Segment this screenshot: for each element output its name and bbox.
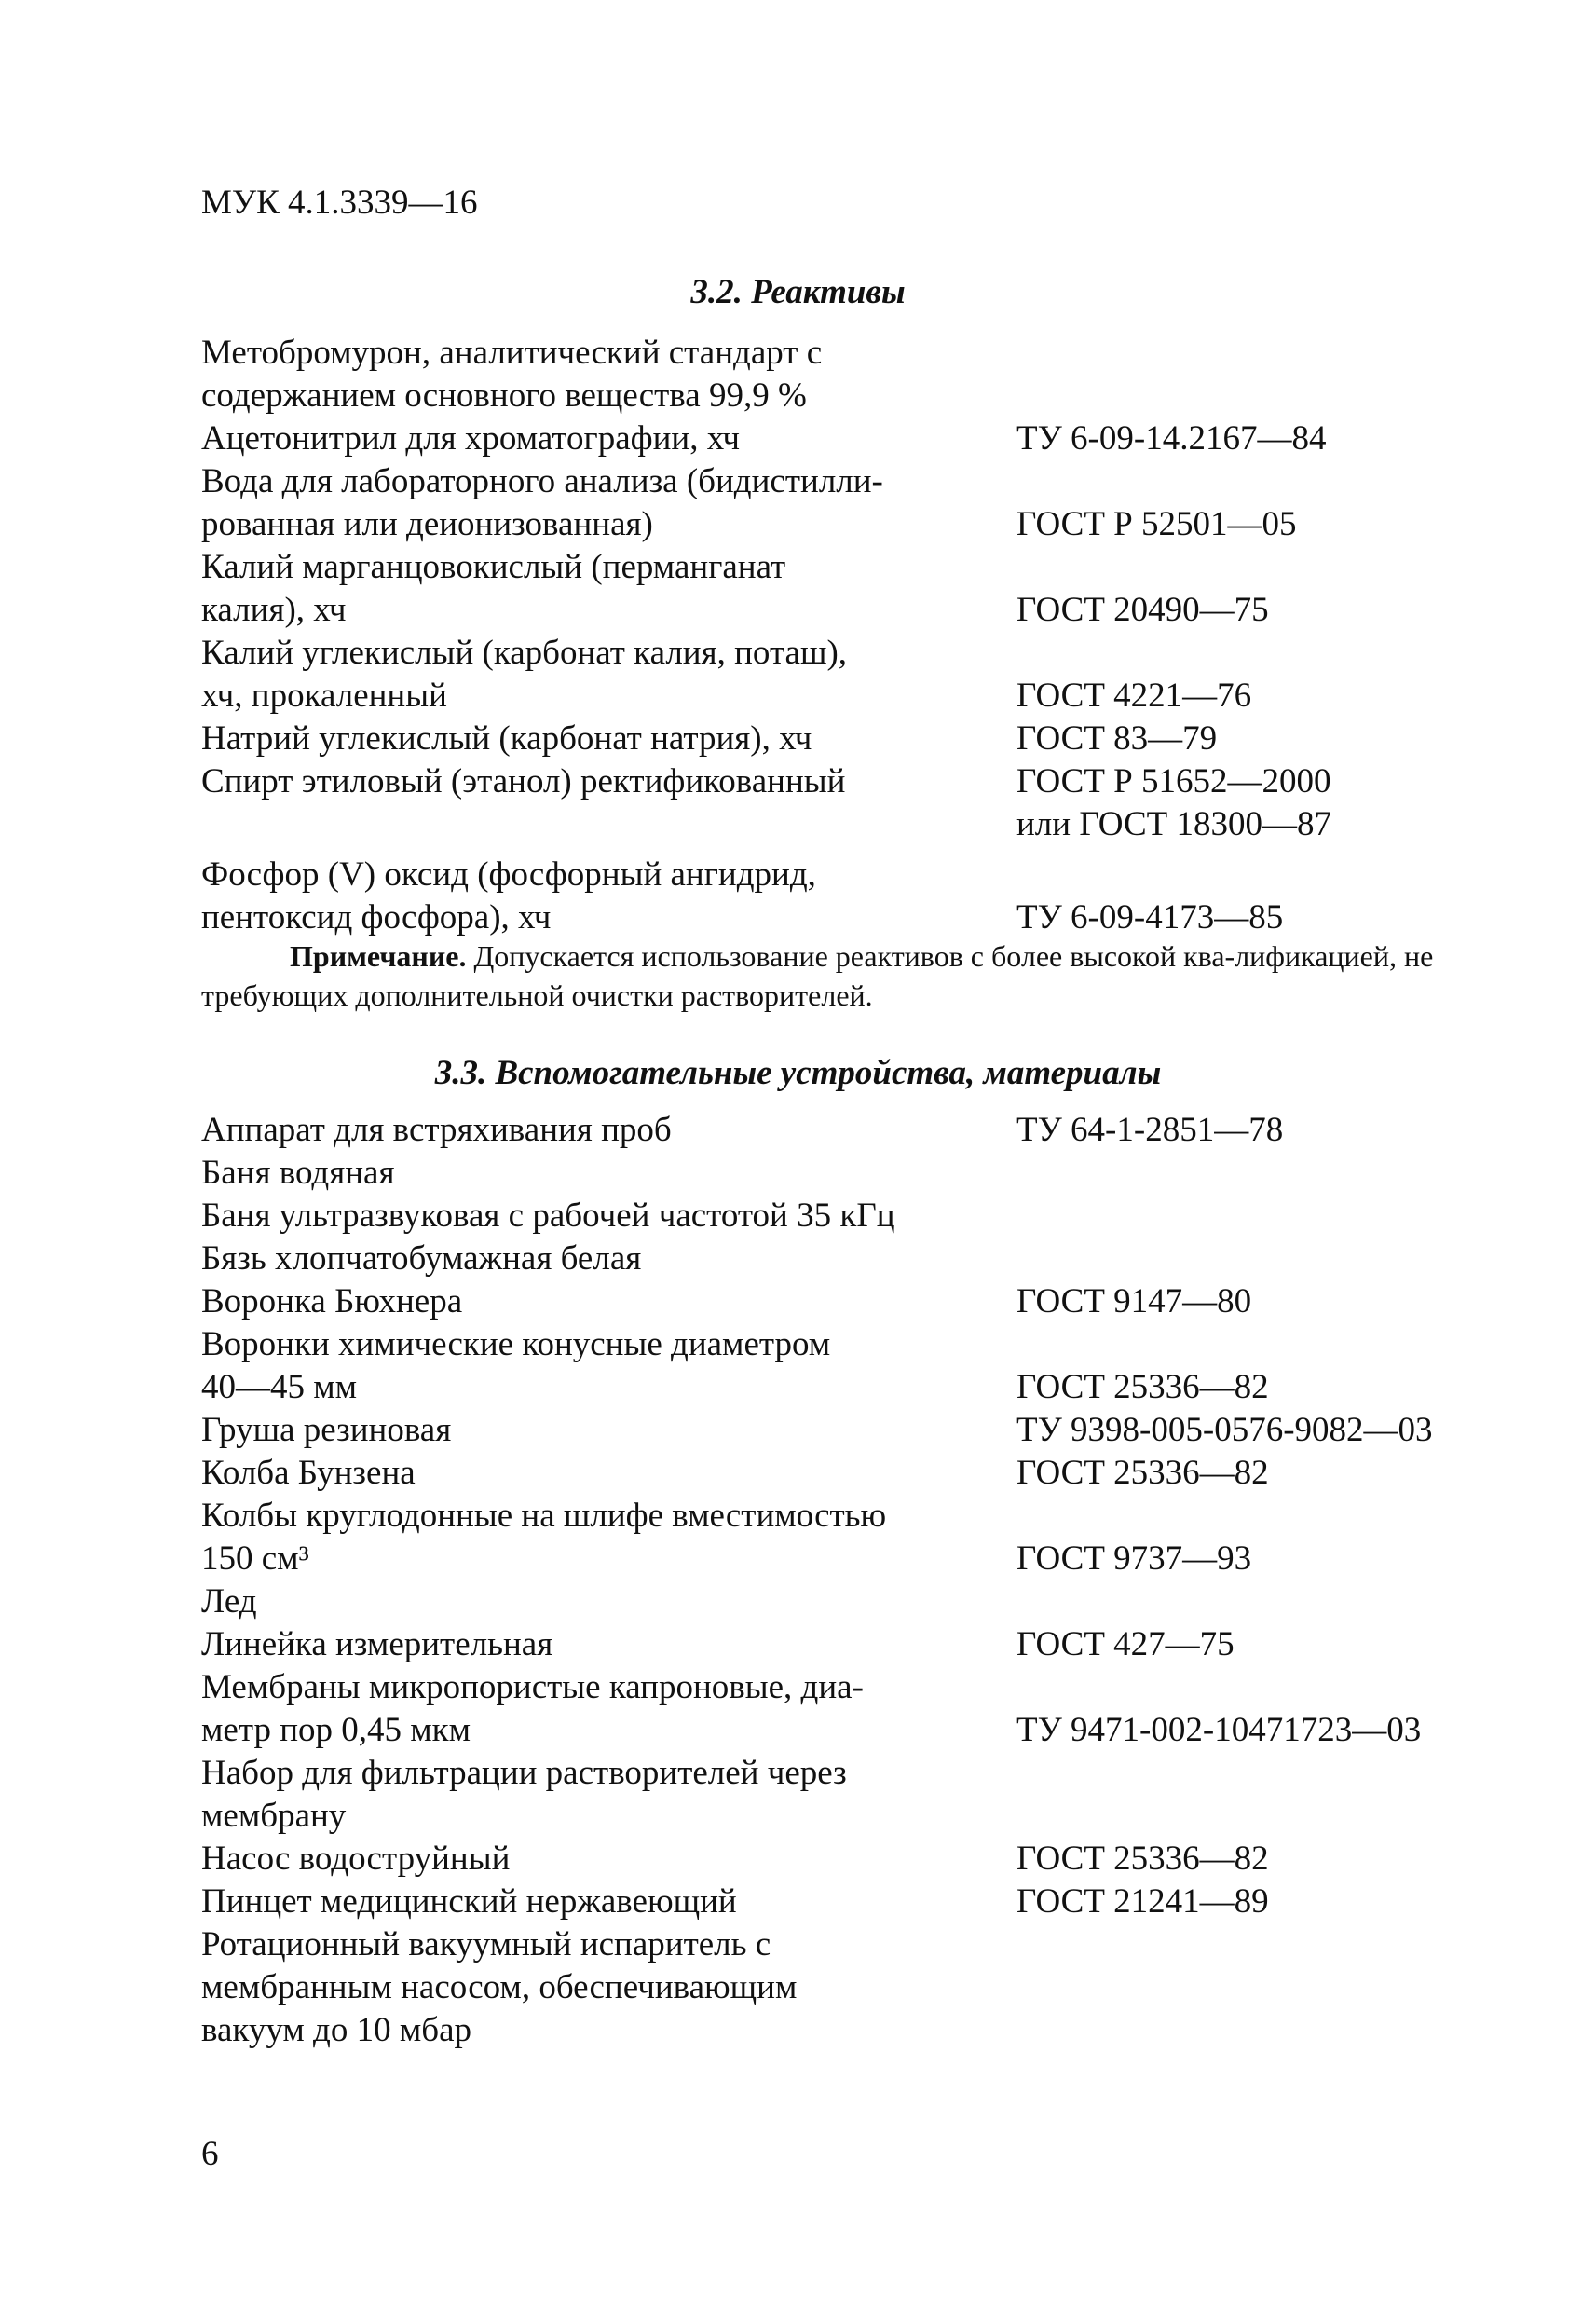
equipment-name: Воронка Бюхнера	[201, 1282, 463, 1320]
equipment-standard: ГОСТ 25336—82	[1016, 1454, 1269, 1492]
reagent-standard: ГОСТ Р 51652—2000 или ГОСТ 18300—87	[1016, 762, 1331, 843]
reagent-name: Натрий углекислый (карбонат натрия), хч	[201, 719, 812, 758]
equipment-name: Пинцет медицинский нержавеющий	[201, 1882, 737, 1921]
running-head: МУК 4.1.3339—16	[201, 184, 478, 222]
equipment-standard: ГОСТ 427—75	[1016, 1625, 1235, 1663]
equipment-standard: ТУ 9471-002-10471723—03	[1016, 1711, 1422, 1749]
equipment-name: Линейка измерительная	[201, 1625, 553, 1663]
equipment-name: Баня ультразвуковая с рабочей частотой 35 кГц	[201, 1197, 895, 1235]
equipment-name: Мембраны микропористые капроновые, диа- метр пор 0,45 мкм	[201, 1668, 864, 1749]
equipment-standard: ГОСТ 9147—80	[1016, 1282, 1252, 1320]
equipment-standard: ГОСТ 25336—82	[1016, 1368, 1269, 1406]
section-title-equipment: 3.3. Вспомогательные устройства, материалы	[434, 1054, 1162, 1092]
note	[201, 937, 1440, 1015]
reagent-standard: ТУ 6-09-14.2167—84	[1016, 419, 1327, 458]
reagent-name: Калий марганцовокислый (перманганат калия), хч	[201, 548, 786, 629]
reagent-name: Калий углекислый (карбонат калия, поташ), хч, прокаленный	[201, 634, 848, 715]
reagent-standard: ТУ 6-09-4173—85	[1016, 898, 1284, 937]
equipment-name: Баня водяная	[201, 1154, 395, 1192]
equipment-name: Аппарат для встряхивания проб	[201, 1111, 672, 1149]
reagent-name: Фосфор (V) оксид (фосфорный ангидрид, пентоксид фосфора), хч	[201, 855, 816, 937]
reagent-standard: ГОСТ 4221—76	[1016, 677, 1252, 715]
reagent-standard: ГОСТ Р 52501—05	[1016, 505, 1297, 543]
reagent-name: Метобромурон, аналитический стандарт с содержанием основного вещества 99,9 %	[201, 334, 823, 415]
section-title-reagents: 3.2. Реактивы	[690, 273, 906, 311]
reagent-name: Ацетонитрил для хроматографии, хч	[201, 419, 740, 458]
equipment-name: Воронки химические конусные диаметром 40—45 мм	[201, 1325, 831, 1406]
equipment-standard: ГОСТ 25336—82	[1016, 1840, 1269, 1878]
equipment-name: Лед	[201, 1582, 257, 1621]
equipment-name: Бязь хлопчатобумажная белая	[201, 1239, 642, 1278]
note-label: Примечание.	[290, 939, 467, 973]
equipment-name: Груша резиновая	[201, 1411, 452, 1449]
equipment-name: Набор для фильтрации растворителей через мембрану	[201, 1754, 847, 1835]
equipment-name: Колбы круглодонные на шлифе вместимостью 150 см³	[201, 1497, 887, 1578]
reagent-standard: ГОСТ 83—79	[1016, 719, 1218, 758]
reagent-name: Вода для лабораторного анализа (бидистилли- рованная или деионизованная)	[201, 462, 883, 543]
equipment-name: Колба Бунзена	[201, 1454, 416, 1492]
equipment-name: Ротационный вакуумный испаритель с мембранным насосом, обеспечивающим вакуум до 10 мбар	[201, 1925, 798, 2049]
equipment-standard: ГОСТ 21241—89	[1016, 1882, 1269, 1921]
reagent-name: Спирт этиловый (этанол) ректификованный	[201, 762, 846, 800]
reagent-standard: ГОСТ 20490—75	[1016, 591, 1269, 629]
equipment-name: Насос водоструйный	[201, 1840, 511, 1878]
equipment-standard: ТУ 64-1-2851—78	[1016, 1111, 1284, 1149]
equipment-standard: ГОСТ 9737—93	[1016, 1539, 1252, 1578]
equipment-standard: ТУ 9398-005-0576-9082—03	[1016, 1411, 1433, 1449]
page-number: 6	[201, 2135, 219, 2173]
note-text: Допускается использование реактивов с более высокой ква-лификацией, не требующих дополнительной очистки растворителей.	[201, 939, 1434, 1012]
